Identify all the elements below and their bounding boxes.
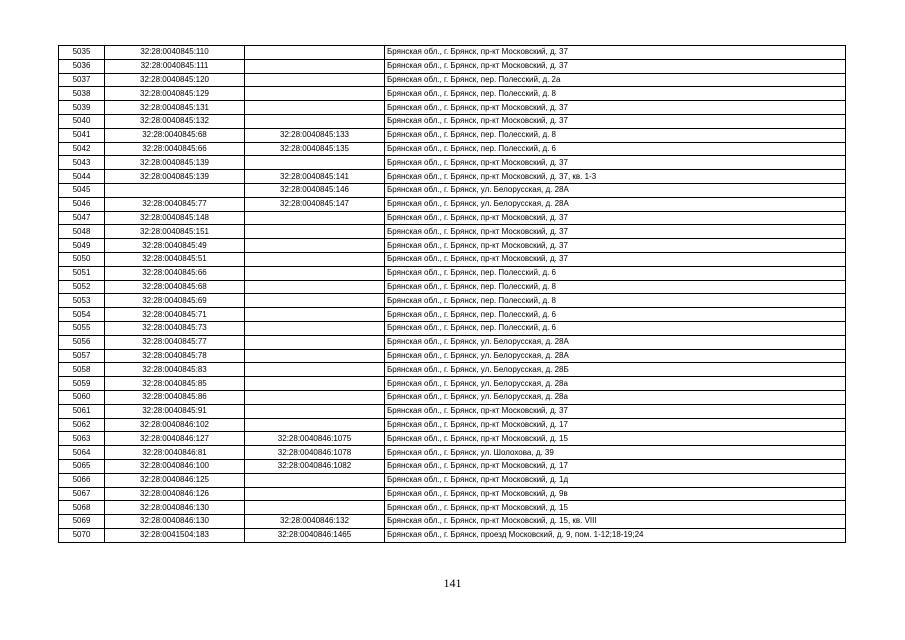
- row-number-cell: 5035: [59, 46, 105, 60]
- related-cadastral-number-cell: [245, 114, 385, 128]
- cadastral-number-cell: 32:28:0040846:130: [105, 515, 245, 529]
- row-number-cell: 5052: [59, 280, 105, 294]
- related-cadastral-number-cell: 32:28:0040845:147: [245, 197, 385, 211]
- related-cadastral-number-cell: [245, 390, 385, 404]
- address-cell: Брянская обл., г. Брянск, пер. Полесский, д. 8: [385, 280, 846, 294]
- table-row: [59, 487, 846, 501]
- cadastral-number-cell: 32:28:0040845:120: [105, 73, 245, 87]
- table-row: [59, 266, 846, 280]
- related-cadastral-number-cell: [245, 266, 385, 280]
- related-cadastral-number-cell: [245, 101, 385, 115]
- related-cadastral-number-cell: [245, 487, 385, 501]
- cadastral-number-cell: 32:28:0040845:151: [105, 225, 245, 239]
- cadastral-number-cell: 32:28:0040845:78: [105, 349, 245, 363]
- row-number-cell: 5060: [59, 390, 105, 404]
- table-row: [59, 294, 846, 308]
- related-cadastral-number-cell: [245, 211, 385, 225]
- address-cell: Брянская обл., г. Брянск, пр-кт Московский, д. 15: [385, 501, 846, 515]
- address-cell: Брянская обл., г. Брянск, пер. Полесский, д. 8: [385, 128, 846, 142]
- address-cell: Брянская обл., г. Брянск, пер. Полесский, д. 6: [385, 308, 846, 322]
- table-row: [59, 225, 846, 239]
- row-number-cell: 5065: [59, 459, 105, 473]
- row-number-cell: 5041: [59, 128, 105, 142]
- row-number-cell: 5068: [59, 501, 105, 515]
- address-cell: Брянская обл., г. Брянск, пер. Полесский, д. 8: [385, 87, 846, 101]
- cadastral-table: [58, 45, 846, 543]
- table-row: [59, 390, 846, 404]
- address-cell: Брянская обл., г. Брянск, ул. Белорусская, д. 28Б: [385, 363, 846, 377]
- address-cell: Брянская обл., г. Брянск, пр-кт Московский, д. 37: [385, 225, 846, 239]
- address-cell: Брянская обл., г. Брянск, пр-кт Московский, д. 15: [385, 432, 846, 446]
- row-number-cell: 5055: [59, 321, 105, 335]
- address-cell: Брянская обл., г. Брянск, ул. Шолохова, д. 39: [385, 446, 846, 460]
- related-cadastral-number-cell: 32:28:0040845:146: [245, 183, 385, 197]
- table-row: [59, 528, 846, 542]
- address-cell: Брянская обл., г. Брянск, пр-кт Московский, д. 17: [385, 459, 846, 473]
- cadastral-number-cell: 32:28:0040845:49: [105, 239, 245, 253]
- table-row: [59, 156, 846, 170]
- table-row: [59, 335, 846, 349]
- address-cell: Брянская обл., г. Брянск, пер. Полесский, д. 6: [385, 142, 846, 156]
- related-cadastral-number-cell: 32:28:0040846:132: [245, 515, 385, 529]
- table-row: [59, 87, 846, 101]
- cadastral-number-cell: 32:28:0041504:183: [105, 528, 245, 542]
- address-cell: Брянская обл., г. Брянск, пер. Полесский, д. 8: [385, 294, 846, 308]
- table-row: [59, 114, 846, 128]
- related-cadastral-number-cell: 32:28:0040845:135: [245, 142, 385, 156]
- row-number-cell: 5038: [59, 87, 105, 101]
- address-cell: Брянская обл., г. Брянск, пр-кт Московский, д. 37: [385, 114, 846, 128]
- table-row: [59, 363, 846, 377]
- table-row: [59, 446, 846, 460]
- cadastral-number-cell: 32:28:0040846:102: [105, 418, 245, 432]
- cadastral-number-cell: 32:28:0040845:83: [105, 363, 245, 377]
- cadastral-number-cell: 32:28:0040846:127: [105, 432, 245, 446]
- related-cadastral-number-cell: [245, 473, 385, 487]
- related-cadastral-number-cell: [245, 349, 385, 363]
- related-cadastral-number-cell: [245, 252, 385, 266]
- cadastral-number-cell: 32:28:0040846:125: [105, 473, 245, 487]
- table-row: [59, 418, 846, 432]
- table-row: [59, 473, 846, 487]
- row-number-cell: 5056: [59, 335, 105, 349]
- row-number-cell: 5057: [59, 349, 105, 363]
- cadastral-number-cell: 32:28:0040845:131: [105, 101, 245, 115]
- cadastral-number-cell: 32:28:0040845:51: [105, 252, 245, 266]
- row-number-cell: 5053: [59, 294, 105, 308]
- cadastral-number-cell: 32:28:0040845:129: [105, 87, 245, 101]
- table-row: [59, 211, 846, 225]
- related-cadastral-number-cell: 32:28:0040846:1082: [245, 459, 385, 473]
- table-row: [59, 73, 846, 87]
- related-cadastral-number-cell: 32:28:0040845:133: [245, 128, 385, 142]
- related-cadastral-number-cell: [245, 377, 385, 391]
- cadastral-number-cell: 32:28:0040845:110: [105, 46, 245, 60]
- row-number-cell: 5069: [59, 515, 105, 529]
- related-cadastral-number-cell: [245, 239, 385, 253]
- table-row: [59, 459, 846, 473]
- row-number-cell: 5067: [59, 487, 105, 501]
- row-number-cell: 5049: [59, 239, 105, 253]
- related-cadastral-number-cell: [245, 335, 385, 349]
- cadastral-number-cell: 32:28:0040845:69: [105, 294, 245, 308]
- table-row: [59, 349, 846, 363]
- address-cell: Брянская обл., г. Брянск, ул. Белорусская, д. 28а: [385, 390, 846, 404]
- address-cell: Брянская обл., г. Брянск, пр-кт Московский, д. 37: [385, 46, 846, 60]
- row-number-cell: 5063: [59, 432, 105, 446]
- cadastral-number-cell: 32:28:0040846:126: [105, 487, 245, 501]
- cadastral-number-cell: 32:28:0040846:81: [105, 446, 245, 460]
- related-cadastral-number-cell: [245, 294, 385, 308]
- cadastral-number-cell: 32:28:0040845:111: [105, 59, 245, 73]
- cadastral-number-cell: 32:28:0040845:139: [105, 170, 245, 184]
- address-cell: Брянская обл., г. Брянск, ул. Белорусская, д. 28а: [385, 377, 846, 391]
- cadastral-number-cell: 32:28:0040845:68: [105, 128, 245, 142]
- address-cell: Брянская обл., г. Брянск, ул. Белорусская, д. 28А: [385, 349, 846, 363]
- address-cell: Брянская обл., г. Брянск, пр-кт Московский, д. 9в: [385, 487, 846, 501]
- related-cadastral-number-cell: 32:28:0040845:141: [245, 170, 385, 184]
- table-row: [59, 239, 846, 253]
- cadastral-number-cell: 32:28:0040845:85: [105, 377, 245, 391]
- address-cell: Брянская обл., г. Брянск, пр-кт Московский, д. 37: [385, 211, 846, 225]
- address-cell: Брянская обл., г. Брянск, пр-кт Московский, д. 37: [385, 252, 846, 266]
- address-cell: Брянская обл., г. Брянск, пр-кт Московский, д. 37: [385, 156, 846, 170]
- table-row: [59, 515, 846, 529]
- row-number-cell: 5070: [59, 528, 105, 542]
- address-cell: Брянская обл., г. Брянск, пр-кт Московский, д. 1д: [385, 473, 846, 487]
- cadastral-number-cell: 32:28:0040845:77: [105, 197, 245, 211]
- related-cadastral-number-cell: [245, 46, 385, 60]
- table-row: [59, 377, 846, 391]
- table-row: [59, 170, 846, 184]
- row-number-cell: 5061: [59, 404, 105, 418]
- related-cadastral-number-cell: [245, 59, 385, 73]
- cadastral-number-cell: 32:28:0040845:66: [105, 142, 245, 156]
- table-row: [59, 280, 846, 294]
- address-cell: Брянская обл., г. Брянск, пр-кт Московский, д. 37, кв. 1-3: [385, 170, 846, 184]
- cadastral-number-cell: 32:28:0040845:86: [105, 390, 245, 404]
- cadastral-number-cell: 32:28:0040846:130: [105, 501, 245, 515]
- address-cell: Брянская обл., г. Брянск, пер. Полесский, д. 6: [385, 266, 846, 280]
- table-body: [59, 46, 846, 543]
- related-cadastral-number-cell: [245, 73, 385, 87]
- address-cell: Брянская обл., г. Брянск, пр-кт Московский, д. 37: [385, 404, 846, 418]
- related-cadastral-number-cell: 32:28:0040846:1078: [245, 446, 385, 460]
- related-cadastral-number-cell: [245, 404, 385, 418]
- address-cell: Брянская обл., г. Брянск, пр-кт Московский, д. 37: [385, 239, 846, 253]
- cadastral-number-cell: 32:28:0040845:132: [105, 114, 245, 128]
- related-cadastral-number-cell: [245, 156, 385, 170]
- address-cell: Брянская обл., г. Брянск, пр-кт Московский, д. 17: [385, 418, 846, 432]
- table-row: [59, 252, 846, 266]
- cadastral-number-cell: [105, 183, 245, 197]
- row-number-cell: 5046: [59, 197, 105, 211]
- row-number-cell: 5050: [59, 252, 105, 266]
- table-row: [59, 101, 846, 115]
- row-number-cell: 5044: [59, 170, 105, 184]
- row-number-cell: 5043: [59, 156, 105, 170]
- row-number-cell: 5039: [59, 101, 105, 115]
- related-cadastral-number-cell: [245, 321, 385, 335]
- related-cadastral-number-cell: [245, 225, 385, 239]
- cadastral-number-cell: 32:28:0040845:68: [105, 280, 245, 294]
- row-number-cell: 5040: [59, 114, 105, 128]
- row-number-cell: 5066: [59, 473, 105, 487]
- related-cadastral-number-cell: [245, 280, 385, 294]
- table-row: [59, 432, 846, 446]
- row-number-cell: 5064: [59, 446, 105, 460]
- row-number-cell: 5059: [59, 377, 105, 391]
- table-row: [59, 501, 846, 515]
- cadastral-number-cell: 32:28:0040845:77: [105, 335, 245, 349]
- address-cell: Брянская обл., г. Брянск, пер. Полесский, д. 6: [385, 321, 846, 335]
- related-cadastral-number-cell: [245, 87, 385, 101]
- row-number-cell: 5054: [59, 308, 105, 322]
- cadastral-number-cell: 32:28:0040845:66: [105, 266, 245, 280]
- related-cadastral-number-cell: 32:28:0040846:1465: [245, 528, 385, 542]
- address-cell: Брянская обл., г. Брянск, пер. Полесский, д. 2а: [385, 73, 846, 87]
- cadastral-number-cell: 32:28:0040845:73: [105, 321, 245, 335]
- related-cadastral-number-cell: [245, 501, 385, 515]
- table-row: [59, 321, 846, 335]
- table-row: [59, 404, 846, 418]
- address-cell: Брянская обл., г. Брянск, пр-кт Московский, д. 37: [385, 101, 846, 115]
- address-cell: Брянская обл., г. Брянск, ул. Белорусская, д. 28А: [385, 335, 846, 349]
- table-row: [59, 46, 846, 60]
- cadastral-number-cell: 32:28:0040845:139: [105, 156, 245, 170]
- row-number-cell: 5037: [59, 73, 105, 87]
- row-number-cell: 5042: [59, 142, 105, 156]
- row-number-cell: 5062: [59, 418, 105, 432]
- address-cell: Брянская обл., г. Брянск, ул. Белорусская, д. 28А: [385, 197, 846, 211]
- address-cell: Брянская обл., г. Брянск, пр-кт Московский, д. 37: [385, 59, 846, 73]
- address-cell: Брянская обл., г. Брянск, проезд Московский, д. 9, пом. 1-12;18-19;24: [385, 528, 846, 542]
- related-cadastral-number-cell: [245, 418, 385, 432]
- table-row: [59, 142, 846, 156]
- table-row: [59, 128, 846, 142]
- address-cell: Брянская обл., г. Брянск, ул. Белорусская, д. 28А: [385, 183, 846, 197]
- cadastral-number-cell: 32:28:0040845:148: [105, 211, 245, 225]
- row-number-cell: 5045: [59, 183, 105, 197]
- address-cell: Брянская обл., г. Брянск, пр-кт Московский, д. 15, кв. VIII: [385, 515, 846, 529]
- related-cadastral-number-cell: 32:28:0040846:1075: [245, 432, 385, 446]
- related-cadastral-number-cell: [245, 308, 385, 322]
- related-cadastral-number-cell: [245, 363, 385, 377]
- row-number-cell: 5048: [59, 225, 105, 239]
- row-number-cell: 5047: [59, 211, 105, 225]
- table-row: [59, 59, 846, 73]
- cadastral-number-cell: 32:28:0040845:91: [105, 404, 245, 418]
- row-number-cell: 5058: [59, 363, 105, 377]
- row-number-cell: 5051: [59, 266, 105, 280]
- cadastral-number-cell: 32:28:0040846:100: [105, 459, 245, 473]
- table-row: [59, 308, 846, 322]
- cadastral-number-cell: 32:28:0040845:71: [105, 308, 245, 322]
- row-number-cell: 5036: [59, 59, 105, 73]
- table-row: [59, 197, 846, 211]
- table-row: [59, 183, 846, 197]
- page-number: 141: [443, 576, 462, 590]
